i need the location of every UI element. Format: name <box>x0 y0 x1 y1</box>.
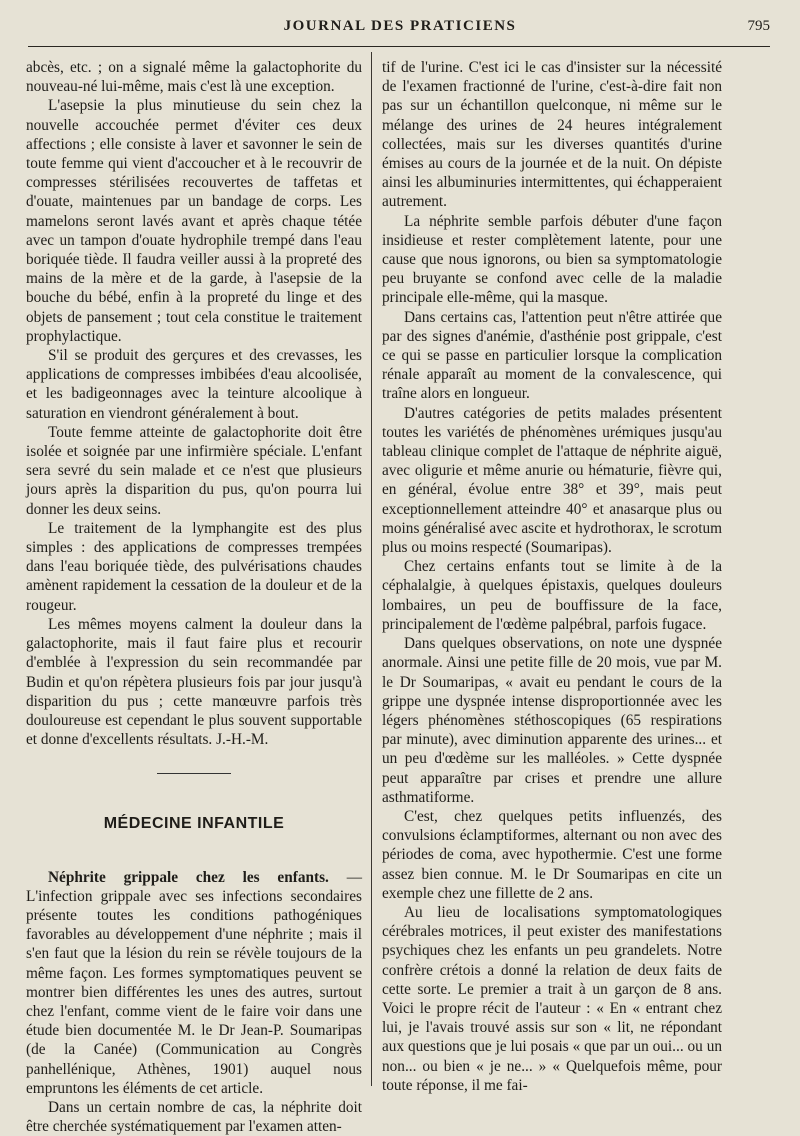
page-number: 795 <box>747 18 770 34</box>
paragraph: La néphrite semble parfois débuter d'une façon insidieuse et rester complètement latente, pour une cause que nous ignorons, ou bien sa symptomatologie peu bruyante se confond avec celle de la maladie principale elle-même, qui la masque. <box>382 212 722 307</box>
section-separator <box>157 773 231 774</box>
paragraph: C'est, chez quelques petits influenzés, des convulsions éclamptiformes, alternant ou non avec des périodes de coma, avec hypothermie. C'est une forme assez bien connue. M. le Dr Soumaripas en cite un exemple chez une fillette de 2 ans. <box>382 807 722 902</box>
right-column <box>382 58 722 1095</box>
running-head <box>30 18 770 40</box>
paragraph: D'autres catégories de petits malades présentent toutes les variétés de phénomènes urémiques jusqu'au tableau clinique complet de l'attaque de néphrite aiguë, avec oligurie et même anurie ou hématurie, fièvre qui, en général, évolue entre 38° et 39°, mais peut exceptionnellement atteindre 40° et anasarque plus ou moins généralisé avec ascite et hydrothorax, le scrotum plus ou moins respecté (Soumaripas). <box>382 404 722 557</box>
paragraph: tif de l'urine. C'est ici le cas d'insister sur la nécessité de l'examen fractionné de l'urine, c'est-à-dire fait non pas sur un échantillon quelconque, ni même sur le mélange des urines de 24 heures intégralement collectées, mais sur les diverses quantités d'urine émises au cours de la journée et de la nuit. On dépiste ainsi les albuminuries intermittentes, qui échapperaient autrement. <box>382 59 722 211</box>
article-text: — L'infection grippale avec ses infections secondaires présente toutes les conditions pathogéniques favorables au développement d'une néphrite ; mais il s'en faut que la lésion du rein se révèle toujours de la même façon. Les formes symptomatiques peuvent se montrer bien différentes les unes des autres, surtout chez l'enfant, comme vient de le faire voir dans une étude bien documentée M. le Dr Jean-P. Soumaripas (de la Canée) (Communication au Congrès panhellénique, Athènes, 1901) auquel nous empruntons les éléments de cet article. <box>26 868 363 1097</box>
paragraph: L'asepsie la plus minutieuse du sein chez la nouvelle accouchée permet d'éviter ces deux affections ; elle consiste à laver et savonner le sein de toute femme qui vient d'accoucher et à le recouvrir de compresses stérilisées recouvertes de taffetas et d'ouate, maintenues par un bandage de corps. Les mamelons seront lavés avant et après chaque tétée avec un tampon d'ouate hydrophile trempé dans l'eau boriquée tiède. Il faudra veiller aussi à la propreté des mains de la mère et de la garde, à l'asepsie de la bouche du bébé, enfin à la propreté du linge et des objets de pansement ; tout cela constitue le traitement prophylactique. <box>26 97 362 345</box>
article-paragraph <box>26 868 362 1098</box>
journal-title: JOURNAL DES PRATICIENS <box>283 18 517 34</box>
paragraph: Chez certains enfants tout se limite à de la céphalalgie, à quelques épistaxis, quelques douleurs lombaires, un peu de bouffissure de la face, principalement de l'œdème palpébral, parfois fugace. <box>382 558 722 633</box>
paragraph: abcès, etc. ; on a signalé même la galactophorite du nouveau-né lui-même, mais c'est là une exception. <box>26 59 362 96</box>
paragraph: Le traitement de la lymphangite est des plus simples : des applications de compresses trempées dans l'eau boriquée tiède, des pulvérisations chaudes amènent rapidement la cessation de la douleur et de la rougeur. <box>26 519 362 614</box>
paragraph: Dans certains cas, l'attention peut n'être attirée que par des signes d'anémie, d'asthénie post grippale, c'est ce qui se passe en particulier lorsque la complication rénale apparaît au moment de la convalescence, qui traîne alors en longueur. <box>382 308 722 403</box>
paragraph: Dans un certain nombre de cas, la néphrite doit être cherchée systématiquement par l'examen atten- <box>26 1098 362 1136</box>
paragraph: Toute femme atteinte de galactophorite doit être isolée et soignée par une infirmière spéciale. L'enfant sera sevré du sein malade et ce n'est que plusieurs jours après la disparition du pus, qu'on pourra lui donner les deux seins. <box>26 423 362 518</box>
paragraph: S'il se produit des gerçures et des crevasses, les applications de compresses imbibées d'eau alcoolisée, et les badigeonnages avec la teinture alcoolique à saturation en viendront généralement à bout. <box>26 347 362 422</box>
column-divider <box>371 52 372 1086</box>
left-column <box>26 58 362 1136</box>
paragraph: Au lieu de localisations symptomatologiques cérébrales motrices, il peut exister des manifestations psychiques chez les enfants un peu grandelets. Notre confrère crétois a donné la relation de deux faits de cette sorte. Le premier a trait à un garçon de 8 ans. Voici le propre récit de l'auteur : « En « entrant chez lui, je l'avais trouvé assis sur son « lit, ne répondant aux questions que je lui posais « que par un oui... ou un non... ou bien « je ne... » « Quelquefois même, pour toute réponse, il me fai- <box>382 903 722 1094</box>
article-lead: Néphrite grippale chez les enfants. <box>48 868 329 886</box>
section-title: MÉDECINE INFANTILE <box>103 815 285 833</box>
paragraph: Dans quelques observations, on note une dyspnée anormale. Ainsi une petite fille de 20 mois, vue par M. le Dr Soumaripas, « avait eu pendant le cours de la grippe une dyspnée intense disproportionnée avec les légers phénomènes stéthoscopiques (65 respirations par minute), avec diminution apparente des urines... et un peu d'œdème sur les malléoles. » Cette dyspnée peut apparaître par crises et prendre une allure asthmatiforme. <box>382 635 722 806</box>
header-rule <box>28 46 770 47</box>
paragraph: Les mêmes moyens calment la douleur dans la galactophorite, mais il faut faire plus et recourir d'emblée à l'expression du sein recommandée par Budin et qu'on répètera plusieurs fois par jour jusqu'à disparition du pus ; cette manœuvre parfois très douloureuse est cependant le plus souvent supportable et donne d'excellents résultats. J.-H.-M. <box>26 615 362 749</box>
